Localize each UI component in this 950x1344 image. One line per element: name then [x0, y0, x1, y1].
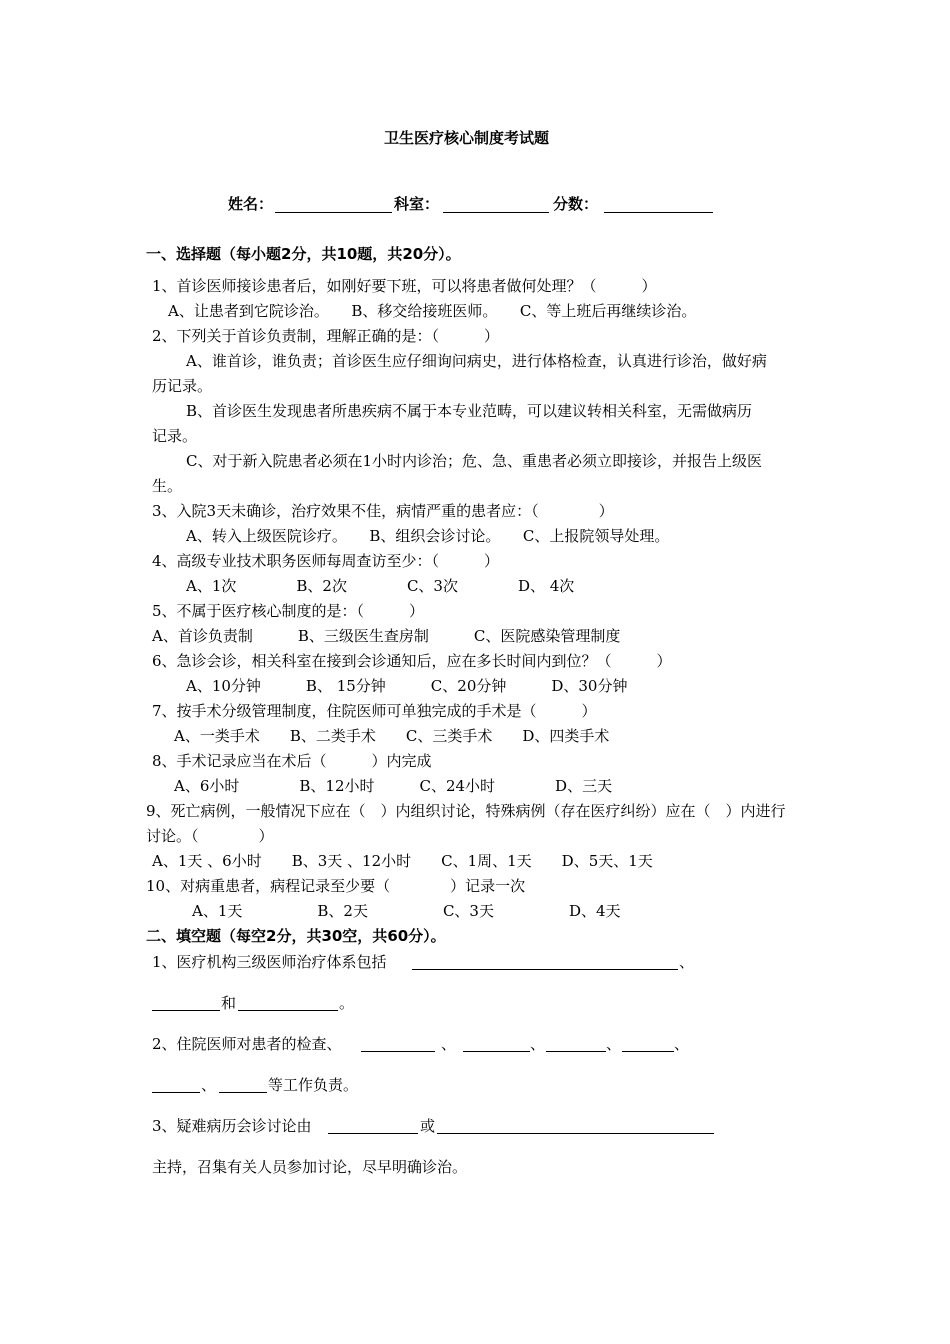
score-blank[interactable] — [604, 212, 713, 213]
q8-stem: 8、手术记录应当在术后（ ）内完成 — [152, 752, 432, 770]
f1-blank-2[interactable] — [152, 1010, 220, 1011]
f1-separator: 、 — [679, 953, 695, 971]
q10-stem: 10、对病重患者，病程记录至少要（ ）记录一次 — [146, 877, 526, 895]
q6-options: A、10分钟 B、 15分钟 C、20分钟 D、30分钟 — [186, 677, 628, 695]
name-blank[interactable] — [275, 212, 392, 213]
q3-options: A、转入上级医院诊疗。 B、组织会诊讨论。 C、上报院领导处理。 — [186, 527, 670, 545]
f1-blank-3[interactable] — [238, 1010, 338, 1011]
q9-options: A、1天 、6小时 B、3天 、12小时 C、1周、1天 D、5天、1天 — [152, 852, 653, 870]
f2-blank-4[interactable] — [622, 1051, 674, 1052]
f3-or: 或 — [420, 1117, 436, 1135]
q7-options: A、一类手术 B、二类手术 C、三类手术 D、四类手术 — [174, 727, 610, 745]
f2-sep-1: 、 — [441, 1035, 457, 1053]
q2-option-c-line2: 生。 — [152, 477, 183, 495]
q5-stem: 5、不属于医疗核心制度的是：（ ） — [152, 602, 425, 620]
q2-option-a-line1: A、谁首诊，谁负责；首诊医生应仔细询问病史，进行体格检查，认真进行诊治，做好病 — [186, 352, 767, 370]
q2-option-b-line2: 记录。 — [152, 427, 198, 445]
q5-options: A、首诊负责制 B、三级医生查房制 C、医院感染管理制度 — [152, 627, 621, 645]
section2-heading: 二、填空题（每空2分，共30空，共60分）。 — [146, 927, 446, 945]
q3-stem: 3、入院3天未确诊，治疗效果不佳，病情严重的患者应：（ ） — [152, 502, 614, 520]
q1-stem: 1、首诊医师接诊患者后，如刚好要下班，可以将患者做何处理？（ ） — [152, 277, 657, 295]
section1-heading: 一、选择题（每小题2分，共10题，共20分）。 — [146, 245, 461, 263]
f3-line2: 主持，召集有关人员参加讨论，尽早明确诊治。 — [152, 1158, 468, 1176]
f2-sep-4: 、 — [674, 1035, 690, 1053]
f2-blank-5[interactable] — [152, 1092, 200, 1093]
q6-stem: 6、急诊会诊，相关科室在接到会诊通知后，应在多长时间内到位？（ ） — [152, 652, 672, 670]
dept-label: 科室： — [394, 195, 440, 213]
f2-blank-1[interactable] — [361, 1051, 435, 1052]
q1-options: A、让患者到它院诊治。 B、移交给接班医师。 C、等上班后再继续诊治。 — [168, 302, 697, 320]
score-label: 分数： — [553, 195, 599, 213]
q4-stem: 4、高级专业技术职务医师每周查访至少：（ ） — [152, 552, 500, 570]
f2-blank-6[interactable] — [219, 1092, 267, 1093]
f3-blank-1[interactable] — [328, 1133, 418, 1134]
f2-sep-3: 、 — [606, 1035, 622, 1053]
q9-stem-line2: 讨论。（ ） — [146, 827, 274, 845]
f2-blank-2[interactable] — [463, 1051, 530, 1052]
name-label: 姓名： — [228, 195, 274, 213]
q2-option-a-line2: 历记录。 — [152, 377, 213, 395]
q10-options: A、1天 B、2天 C、3天 D、4天 — [192, 902, 621, 920]
page-title: 卫生医疗核心制度考试题 — [384, 129, 550, 147]
f1-end: 。 — [339, 994, 355, 1012]
q9-stem-line1: 9、死亡病例，一般情况下应在（ ）内组织讨论，特殊病例（存在医疗纠纷）应在（ ）内进行 — [146, 802, 786, 820]
f1-blank-1[interactable] — [412, 969, 678, 970]
f2-sep-2: 、 — [530, 1035, 546, 1053]
q2-option-b-line1: B、首诊医生发现患者所患疾病不属于本专业范畴，可以建议转相关科室，无需做病历 — [186, 402, 753, 420]
f3-text: 3、疑难病历会诊讨论由 — [152, 1117, 312, 1135]
q4-options: A、1次 B、2次 C、3次 D、 4次 — [186, 577, 575, 595]
f2-sep-5: 、 — [201, 1076, 217, 1094]
f2-text: 2、住院医师对患者的检查、 — [152, 1035, 342, 1053]
q7-stem: 7、按手术分级管理制度，住院医师可单独完成的手术是（ ） — [152, 702, 597, 720]
q2-option-c-line1: C、对于新入院患者必须在1小时内诊治；危、急、重患者必须立即接诊，并报告上级医 — [186, 452, 763, 470]
q8-options: A、6小时 B、12小时 C、24小时 D、三天 — [174, 777, 613, 795]
dept-blank[interactable] — [443, 212, 549, 213]
f1-text: 1、医疗机构三级医师治疗体系包括 — [152, 953, 387, 971]
f1-and: 和 — [221, 994, 237, 1012]
q2-stem: 2、下列关于首诊负责制，理解正确的是：（ ） — [152, 327, 500, 345]
f2-end: 等工作负责。 — [268, 1076, 359, 1094]
f2-blank-3[interactable] — [546, 1051, 606, 1052]
f3-blank-2[interactable] — [437, 1133, 714, 1134]
